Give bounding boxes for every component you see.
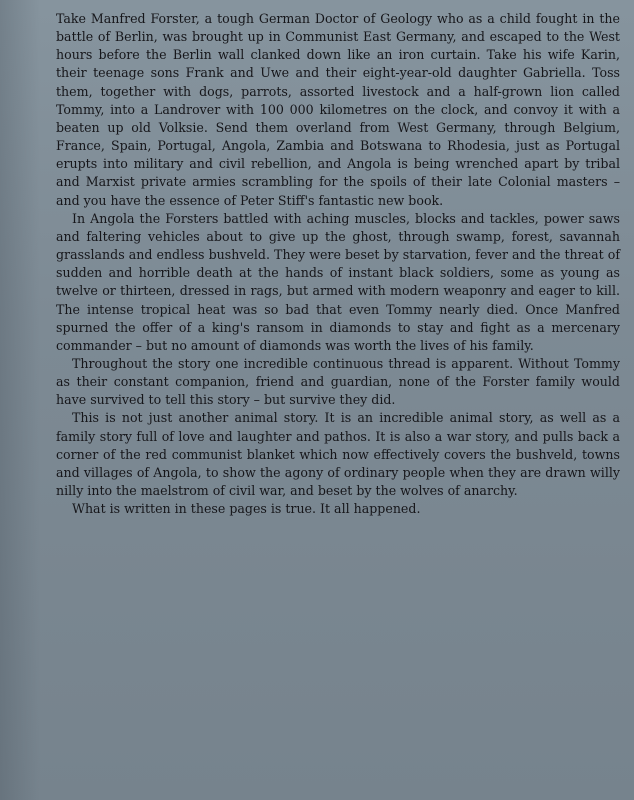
blurb-paragraph-intro: Take Manfred Forster, a tough German Doctor of Geology who as a child fought in the battle of Berlin, was brought up in Communist East Germany, and escaped to the West hours before the Berlin wall clanked down like an iron curtain. Take his wife Karin, their teenage sons Frank and Uwe and their eight-year-old daughter Gabriella. Toss them, together with dogs, parrots, assorted livestock and a half-grown lion called Tommy, into a Landrover with 100 000 kilometres on the clock, and convoy it with a beaten up old Volksie. Send them overland from West Germany, through Belgium, France, Spain, Portugal, Angola, Zambia and Botswana to Rhodesia, just as Portugal erupts into military and civil rebellion, and Angola is being wrenched apart by tribal and Marxist private armies scrambling for the spoils of their late Colonial masters – and you have the essence of Peter Stiff's fantastic new book. <box>56 11 620 208</box>
blurb-paragraph-angola: In Angola the Forsters battled with aching muscles, blocks and tackles, power saws and faltering vehicles about to give up the ghost, through swamp, forest, savannah grasslands and endless bushveld. They were beset by starvation, fever and the threat of sudden and horrible death at the hands of instant black soldiers, some as young as twelve or thirteen, dressed in rags, but armed with modern weaponry and eager to kill. The intense tropical heat was so bad that even Tommy nearly died. Once Manfred spurned the offer of a king's ransom in diamonds to stay and fight as a mercenary commander – but no amount of diamonds was worth the lives of his family. <box>56 210 620 353</box>
blurb-paragraph-thread: Throughout the story one incredible continuous thread is apparent. Without Tommy as their constant companion, friend and guardian, none of the Forster family would have survived to tell this story – but survive they did. <box>56 355 620 408</box>
blurb-text <box>56 10 620 518</box>
blurb-paragraph-animal-story: This is not just another animal story. It is an incredible animal story, as well as a family story full of love and laughter and pathos. It is also a war story, and pulls back a corner of the red communist blanket which now effectively covers the bushveld, towns and villages of Angola, to show the agony of ordinary people when they are drawn willy nilly into the maelstrom of civil war, and beset by the wolves of anarchy. <box>56 410 620 499</box>
blurb-paragraph-closing: What is written in these pages is true. It all happened. <box>72 501 421 517</box>
